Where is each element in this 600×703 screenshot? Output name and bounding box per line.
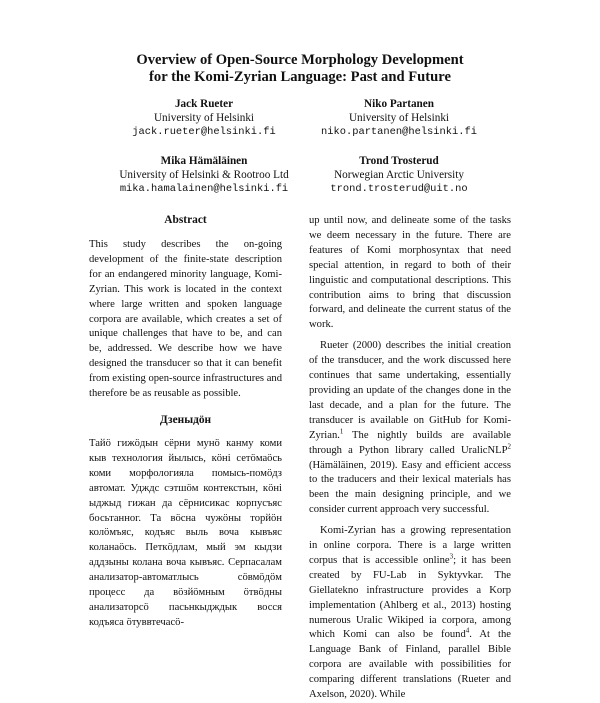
author-block-4 (279, 154, 519, 197)
text-span: Komi-Zyrian has a growing representation in online corpora. There is a large written corpus that is accessible online (309, 525, 511, 566)
author-email[interactable]: jack.rueter@helsinki.fi (132, 126, 276, 139)
footnote-marker[interactable]: 3 (449, 552, 454, 561)
author-email[interactable]: niko.partanen@helsinki.fi (321, 126, 477, 139)
body-paragraph-3 (309, 524, 511, 703)
paper-title (0, 52, 600, 86)
author-name: Jack Rueter (174, 98, 234, 110)
footnote-marker[interactable]: 1 (339, 427, 344, 436)
text-span: Rueter (2000) describes the initial creation of the transducer, and the work discussed here continues that same undertaking, essentially providing an update of the changes done in the last decade, and a plan for the future. The transducer is available on GitHub for Komi-Zyrian. (309, 340, 511, 441)
author-name: Trond Trosterud (359, 155, 439, 167)
abstract-text: This study describes the on-going development of the finite-state description for an endangered minority language, Komi-Zyrian. This work is located in the context where large written and spoken language corpora are available, which creates a set of unique challenges that have to be, and can be, addressed. We describe how we have designed the transducer so that it can benefit from existing open-source infrastructures and therefore be as reusable as possible. (89, 239, 282, 400)
author-affiliation: University of Helsinki (153, 112, 255, 125)
author-email[interactable]: trond.trosterud@uit.no (330, 183, 468, 196)
author-affiliation: Norwegian Arctic University (334, 169, 464, 182)
author-email[interactable]: mika.hamalainen@helsinki.fi (119, 183, 289, 196)
text-span: The nightly builds are available through a Python library called UralicNLP (309, 429, 511, 456)
text-span: . At the Language Bank of Finland, parallel Bible corpora are available with possibilities for comparing different translations (Rueter and Axelson, 2020). While (309, 629, 511, 701)
komi-abstract-text: Тайӧ гижӧдын сёрни мунӧ канму коми кыв технология йылысь, кӧні сетӧмаӧсь коми морфологияла помысь-помӧдз автомат. Удждс сэтшӧм контекстын, кӧні ыджыд гижан да сёрнисикас корпусъяс босьтанног. Та вӧсна чужӧны торйӧн колӧмъяс, кодъяс выль воча кывъяс коланаӧсь. Петкӧдлам, мый эм кыдзи аддзыны колана воча кывъяс. Серпасалам анализатор-автоматлысь сӧвмӧдӧм процесс да вӧзйӧмным ӧтвӧдны анализаторсӧ пасьнкыдждык восся кодъяса ӧтуввтечасӧ- (89, 437, 282, 628)
footnote-marker[interactable]: 2 (507, 442, 511, 451)
footnote-marker[interactable]: 4 (465, 626, 470, 635)
body-paragraph-2 (309, 339, 511, 518)
author-name: Mika Hämäläinen (160, 155, 248, 167)
author-block-2 (279, 97, 519, 140)
body-paragraph-1: up until now, and delineate some of the tasks we deem necessary in the future. There are features of Komi morphosyntax that need special attention, in regard to both of their linguistic and computational descriptions. This contribution aims to bring that discussion forward, and delineate the current status of the work. (309, 215, 511, 331)
title-line-1: Overview of Open-Source Morphology Development (136, 52, 464, 68)
title-line-2: for the Komi-Zyrian Language: Past and Future (149, 69, 451, 85)
komi-abstract-heading: Дзеныдӧн (159, 413, 212, 426)
author-affiliation: University of Helsinki (348, 112, 450, 125)
right-column (309, 214, 511, 703)
text-span: ; it has been created by FU-Lab in Syktyvkar. The Giellatekno infrastructure provides a Korp implementation (Ahlberg et al., 2013) hosting numerous Uralic Wikiped ia corpora, among which Komi can also be found (309, 554, 511, 641)
author-affiliation: University of Helsinki & Rootroo Ltd (119, 169, 289, 182)
author-name: Niko Partanen (364, 98, 434, 110)
abstract-heading: Abstract (164, 214, 207, 226)
left-column (89, 213, 282, 631)
text-span: (Hämäläinen, 2019). Easy and efficient access to the traducers and their lexical materials has been the main designing principle, and we consider current approach very successful. (309, 459, 511, 516)
